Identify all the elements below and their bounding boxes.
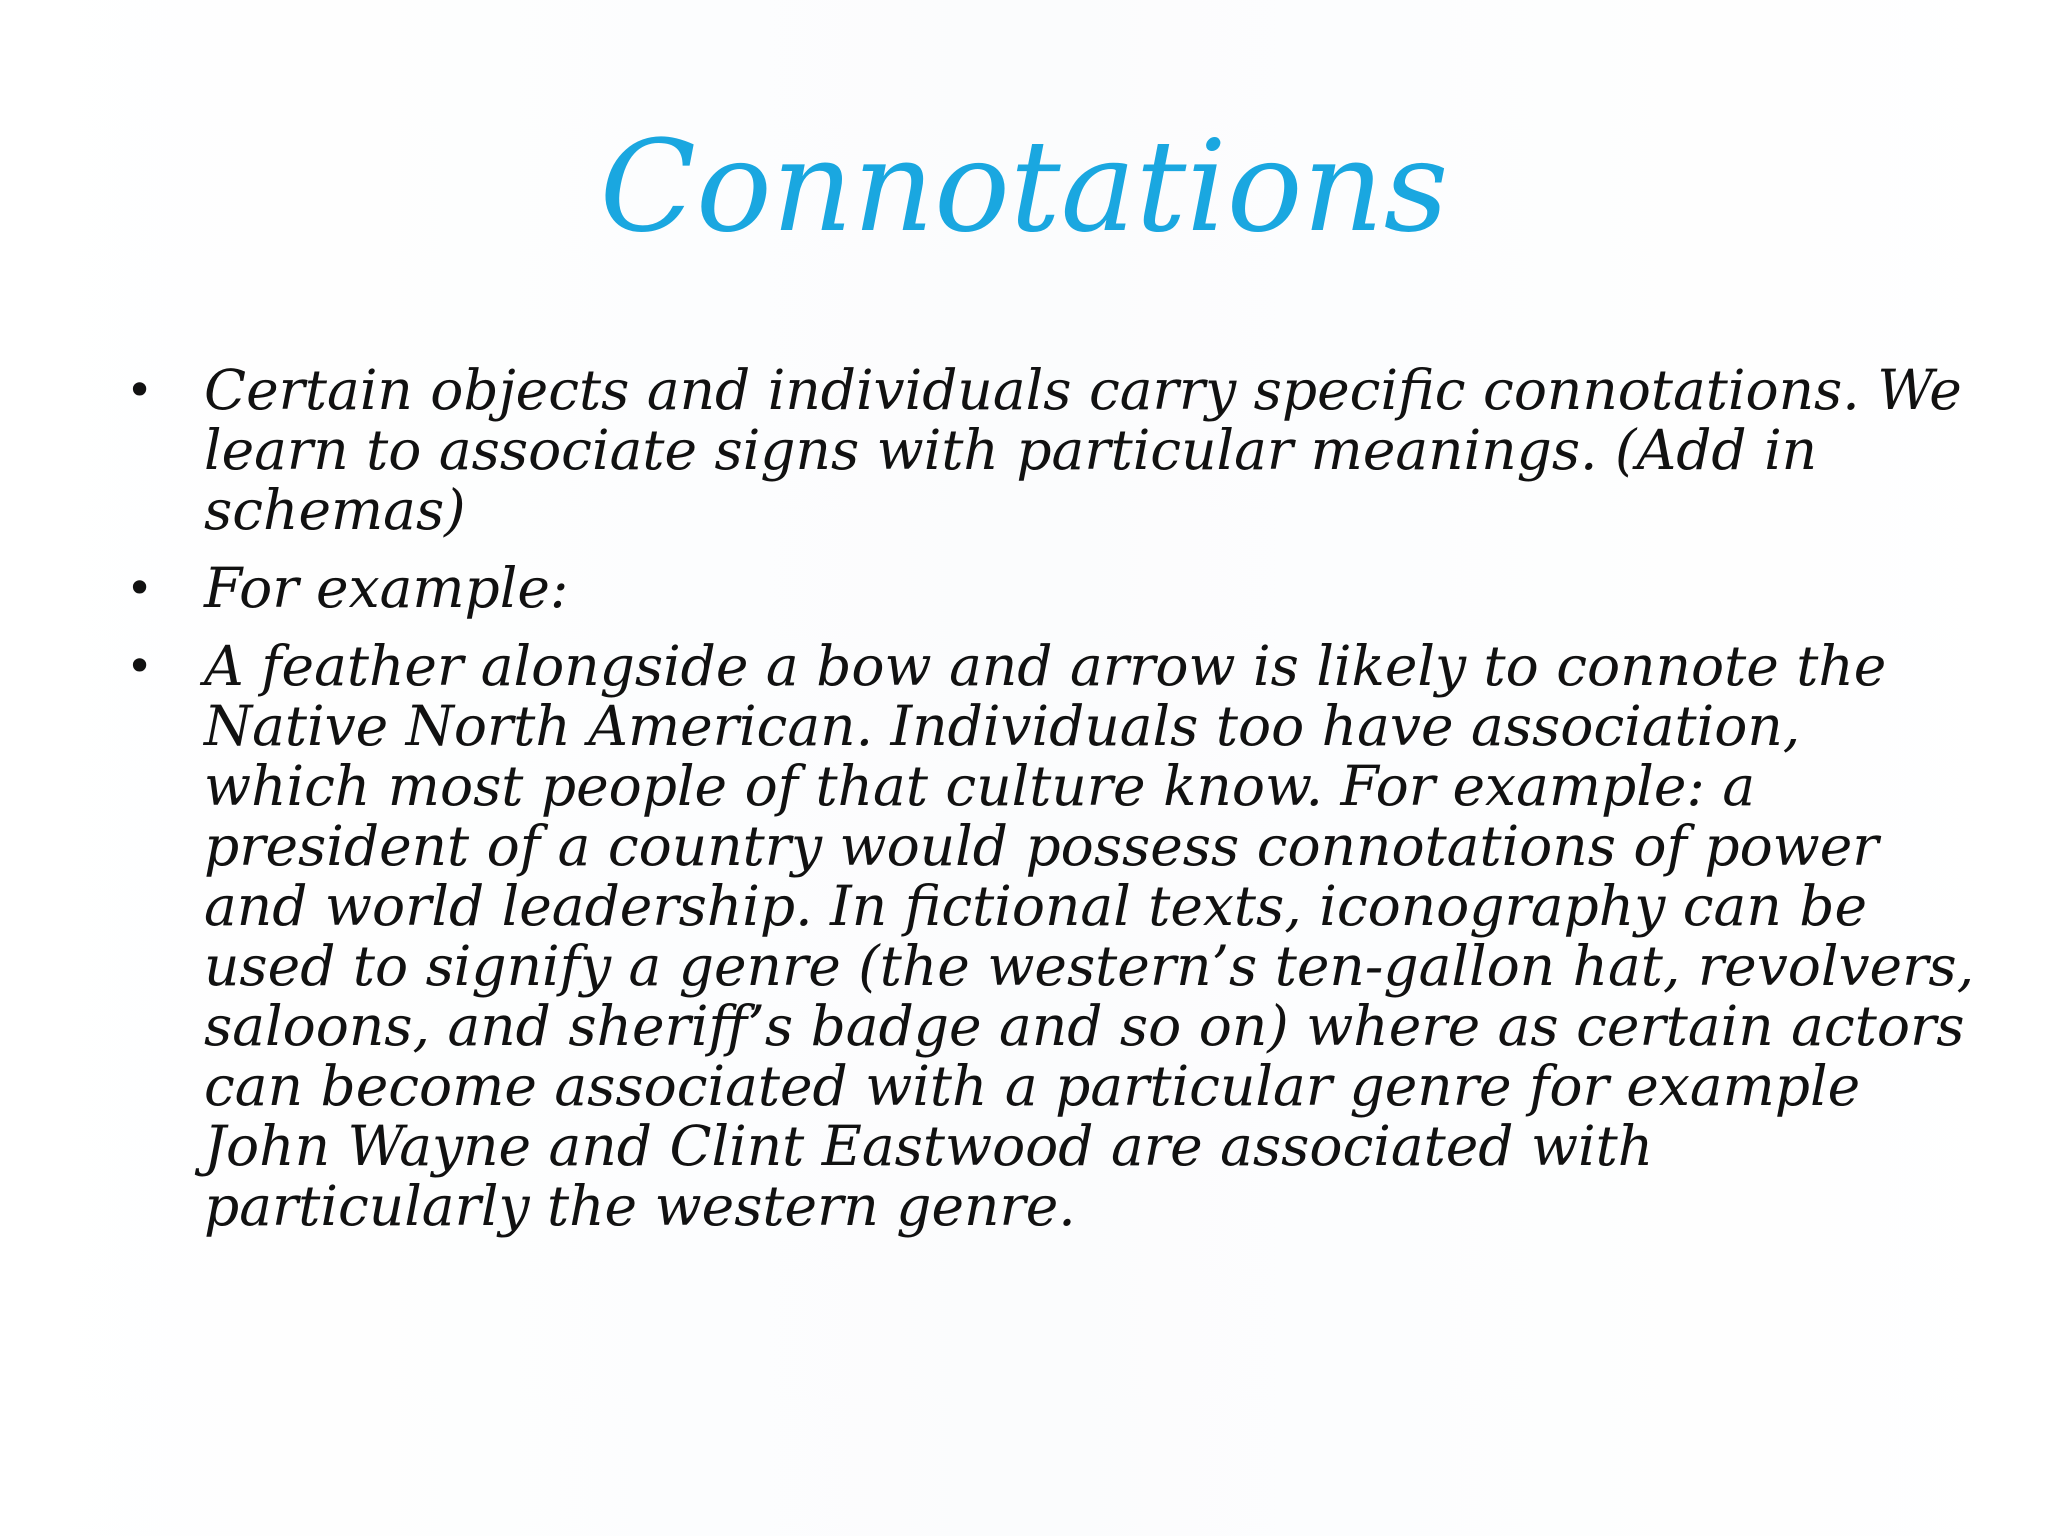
bullet-text: A feather alongside a bow and arrow is likely to connote the Native North American. Individuals too have association, which most people of that culture know. For example: a president of a country would possess connotations of power and world leadership. In fictional texts, iconography can be used to signify a genre (the western’s ten-gallon hat, revolvers, saloons, and sheriff’s badge and so on) where as certain actors can become associated with a particular genre for example John Wayne and Clint Eastwood are associated with particularly the western genre. — [204, 634, 1975, 1238]
bullet-item — [118, 558, 1978, 618]
bullet-item — [118, 636, 1978, 1236]
bullet-icon: • — [126, 639, 154, 693]
bullet-icon: • — [126, 561, 154, 615]
bullet-icon: • — [126, 363, 154, 417]
bullet-item — [118, 360, 1978, 540]
slide-title: Connotations — [599, 113, 1449, 260]
bullet-text: Certain objects and individuals carry specific connotations. We learn to associate signs with particular meanings. (Add in schemas) — [204, 358, 1962, 542]
bullet-text: For example: — [204, 556, 569, 620]
bullet-list — [118, 360, 1978, 1254]
